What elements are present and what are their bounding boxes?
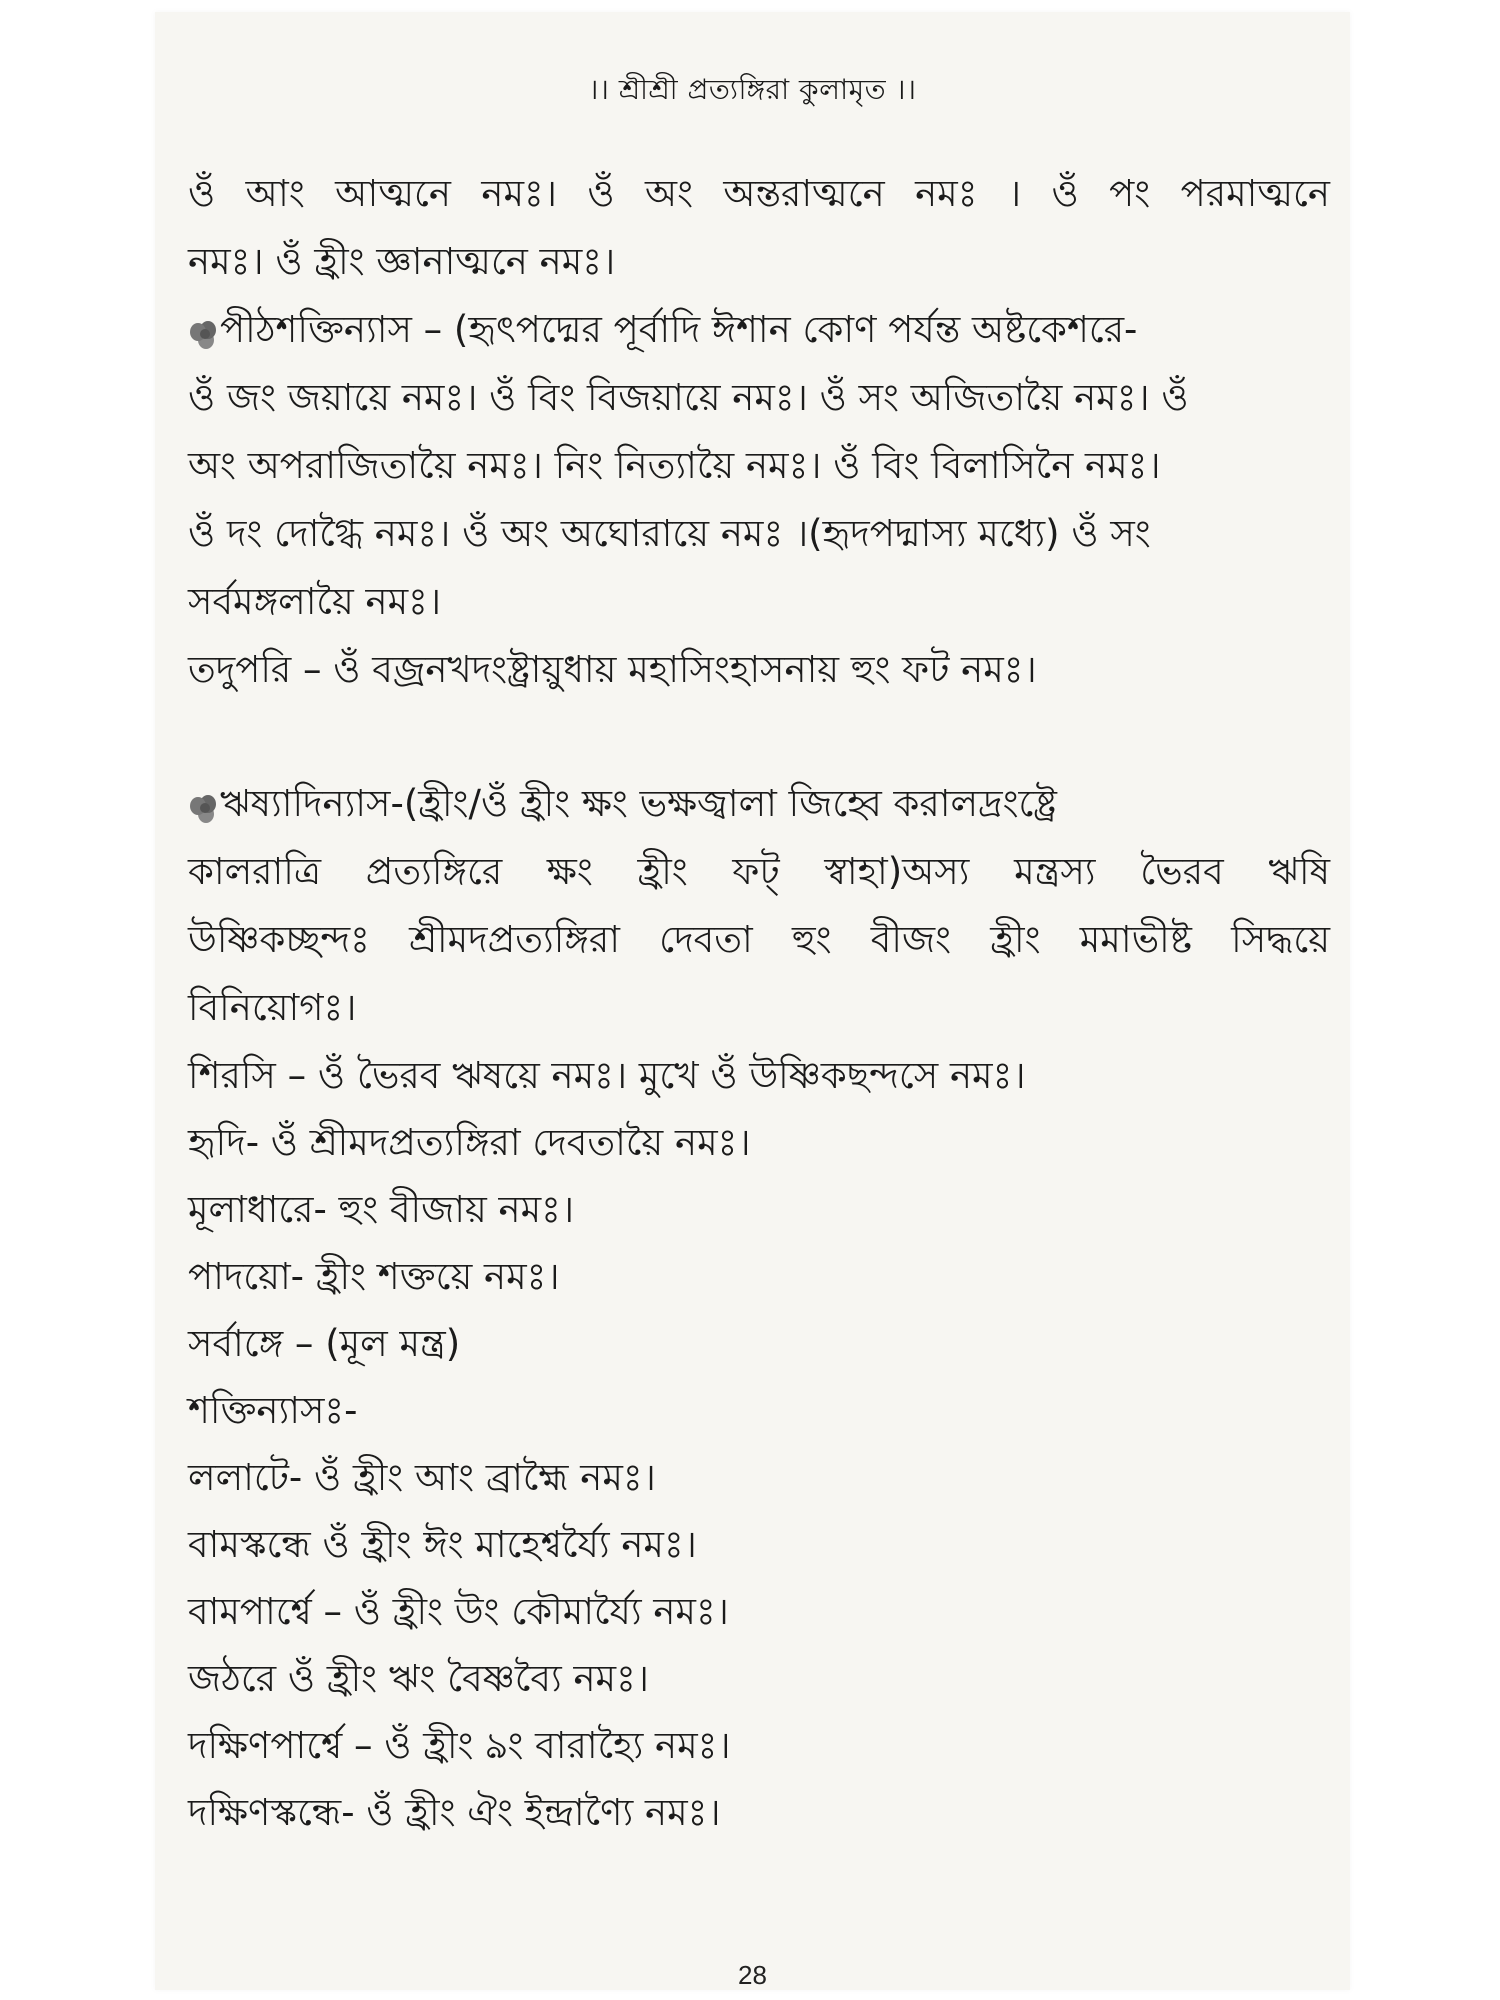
text-line: বামপার্শ্বে – ওঁ হ্রীং উং কৌমার্য্যৈ নমঃ। xyxy=(188,1590,729,1633)
text-line: দক্ষিণপার্শ্বে – ওঁ হ্রীং ঌং বারাহ্যৈ নমঃ। xyxy=(188,1724,731,1767)
text-line: পাদয়ো- হ্রীং শক্তয়ে নমঃ। xyxy=(188,1255,560,1298)
text-line: সর্বমঙ্গলায়ৈ নমঃ। xyxy=(188,580,442,623)
text-line: বিনিয়োগঃ। xyxy=(188,986,357,1029)
text-line-with-ornament xyxy=(188,296,1330,364)
text-line: সর্বাঙ্গে – (মূল মন্ত্র) xyxy=(188,1322,461,1365)
text-line: অং অপরাজিতায়ৈ নমঃ। নিং নিত্যায়ৈ নমঃ। ওঁ বিং বিলাসিনৈ নমঃ। xyxy=(188,444,1161,487)
flower-ornament-icon xyxy=(188,793,218,819)
text-line: দক্ষিণস্কন্ধে- ওঁ হ্রীং ঐং ইন্দ্রাণ্যৈ নমঃ। xyxy=(188,1791,721,1834)
text-line-with-ornament xyxy=(188,770,1330,838)
text-line: শক্তিন্যাসঃ- xyxy=(188,1389,358,1432)
text-line: হৃদি- ওঁ শ্রীমদপ্রত্যঙ্গিরা দেবতায়ৈ নমঃ। xyxy=(188,1121,751,1164)
text-line: ওঁ দং দোগ্ধৈ নমঃ। ওঁ অং অঘোরায়ে নমঃ ।(হৃদপদ্মাস্য মধ্যে) ওঁ সং xyxy=(188,512,1151,555)
running-header: ।। শ্রীশ্রী প্রত্যঙ্গিরা কুলামৃত ।। xyxy=(588,73,917,106)
text-line: উষ্ণিকচ্ছন্দঃ শ্রীমদপ্রত্যঙ্গিরা দেবতা হুং বীজং হ্রীং মমাভীষ্ট সিদ্ধয়ে xyxy=(188,918,1330,961)
page-number: 28 xyxy=(738,1960,767,1990)
section-text: পীঠশক্তিন্যাস – (হৃৎপদ্মের পূর্বাদি ঈশান কোণ পর্যন্ত অষ্টকেশরে- xyxy=(220,308,1138,351)
text-line: মূলাধারে- হুং বীজায় নমঃ। xyxy=(188,1188,575,1231)
text-line: ওঁ আং আত্মনে নমঃ। ওঁ অং অন্তরাত্মনে নমঃ । ওঁ পং পরমাত্মনে xyxy=(188,172,1330,215)
book-page xyxy=(155,12,1350,1990)
page-body xyxy=(188,160,1330,1846)
text-line: শিরসি – ওঁ ভৈরব ঋষয়ে নমঃ। মুখে ওঁ উষ্ণিকছন্দসে নমঃ। xyxy=(188,1054,1026,1097)
text-line: ললাটে- ওঁ হ্রীং আং ব্রাহ্মৈ নমঃ। xyxy=(188,1456,656,1499)
text-line: নমঃ। ওঁ হ্রীং জ্ঞানাত্মনে নমঃ। xyxy=(188,240,616,283)
flower-ornament-icon xyxy=(188,319,218,345)
text-line: বামস্কন্ধে ওঁ হ্রীং ঈং মাহেশ্বর্য্যৈ নমঃ। xyxy=(188,1523,697,1566)
text-line: কালরাত্রি প্রত্যঙ্গিরে ক্ষং হ্রীং ফট্ স্বাহা)অস্য মন্ত্রস্য ভৈরব ঋষি xyxy=(188,850,1330,893)
text-line: জঠরে ওঁ হ্রীং ঋং বৈষ্ণব্যৈ নমঃ। xyxy=(188,1657,650,1700)
section-text: ঋষ্যাদিন্যাস-(হ্রীং/ওঁ হ্রীং ক্ষং ভক্ষজ্বালা জিহ্বে করালদ্রংষ্ট্রে xyxy=(220,782,1057,825)
text-line: ওঁ জং জয়ায়ে নমঃ। ওঁ বিং বিজয়ায়ে নমঃ। ওঁ সং অজিতায়ৈ নমঃ। ওঁ xyxy=(188,376,1189,419)
text-line: তদুপরি – ওঁ বজ্রনখদংষ্ট্রায়ুধায় মহাসিংহাসনায় হুং ফট নমঃ। xyxy=(188,648,1037,691)
